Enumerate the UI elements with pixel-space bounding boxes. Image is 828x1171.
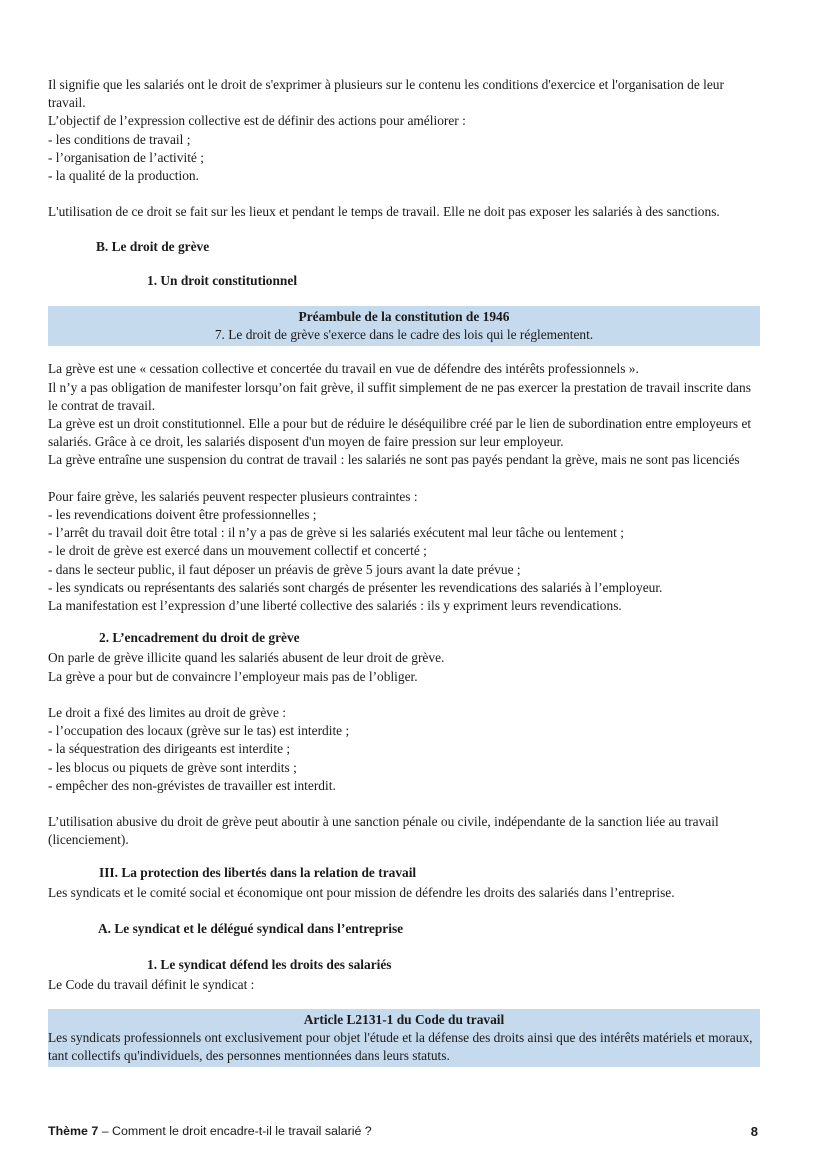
paragraph: La grève est une « cessation collective et concertée du travail en vue de défendre des intérêts professionnels ». — [48, 361, 639, 377]
paragraph: La manifestation est l’expression d’une liberté collective des salariés : ils y expriment leurs revendications. — [48, 598, 622, 614]
list-item: - les syndicats ou représentants des salariés sont chargés de présenter les revendications des salariés à l’employeur. — [48, 579, 663, 595]
subsection-heading: 2. L’encadrement du droit de grève — [99, 630, 300, 646]
paragraph: Pour faire grève, les salariés peuvent respecter plusieurs contraintes : — [48, 488, 418, 504]
paragraph: La grève entraîne une suspension du contrat de travail : les salariés ne sont pas payés pendant la grève, mais ne sont pas licenciés — [48, 452, 740, 468]
paragraph: Le Code du travail définit le syndicat : — [48, 977, 255, 993]
quote-box-title: Article L2131-1 du Code du travail — [303, 1011, 505, 1027]
quote-box — [48, 306, 760, 346]
section-heading: A. Le syndicat et le délégué syndical dans l’entreprise — [98, 921, 404, 937]
list-item: - l’arrêt du travail doit être total : il n’y a pas de grève si les salariés exécutent mal leur tâche ou lentement ; — [48, 525, 624, 541]
paragraph: Le droit a fixé des limites au droit de grève : — [48, 705, 286, 721]
paragraph: L’objectif de l’expression collective est de définir des actions pour améliorer : — [48, 113, 466, 129]
list-item: - l’organisation de l’activité ; — [48, 149, 204, 165]
list-item: - l’occupation des locaux (grève sur le tas) est interdite ; — [48, 723, 350, 739]
quote-box-text: Les syndicats professionnels ont exclusivement pour objet l'étude et la défense des droits ainsi que des intérêts matériels et moraux, tant collectifs qu'individuels, des personnes mentionnées dans leurs statuts. — [48, 1029, 753, 1064]
paragraph: L’utilisation abusive du droit de grève peut aboutir à une sanction pénale ou civile, indépendante de la sanction liée au travail (licenciement). — [48, 814, 719, 848]
list-item: - les conditions de travail ; — [48, 131, 191, 147]
paragraph: Il signifie que les salariés ont le droit de s'exprimer à plusieurs sur le contenu les conditions d'exercice et l'organisation de leur travail. — [48, 77, 724, 111]
list-item: - la qualité de la production. — [48, 168, 199, 184]
list-item: - empêcher des non-grévistes de travailler est interdit. — [48, 777, 336, 793]
subsection-heading: 1. Un droit constitutionnel — [147, 272, 298, 288]
subsection-heading: 1. Le syndicat défend les droits des salariés — [147, 957, 392, 973]
page-number: 8 — [750, 1124, 758, 1139]
paragraph: On parle de grève illicite quand les salariés abusent de leur droit de grève. — [48, 650, 445, 666]
document-body — [48, 76, 760, 1081]
paragraph: La grève a pour but de convaincre l’employeur mais pas de l’obliger. — [48, 668, 418, 684]
quote-box — [48, 1009, 760, 1068]
paragraph: Il n’y a pas obligation de manifester lorsqu’on fait grève, il suffit simplement de ne pas exercer la prestation de travail inscrite dans le contrat de travail. — [48, 379, 751, 413]
paragraph: L'utilisation de ce droit se fait sur les lieux et pendant le temps de travail. Elle ne doit pas exposer les salariés à des sanctions. — [48, 204, 720, 220]
list-item: - le droit de grève est exercé dans un mouvement collectif et concerté ; — [48, 543, 427, 559]
page-footer — [48, 1124, 760, 1138]
list-item: - les revendications doivent être professionnelles ; — [48, 507, 317, 523]
paragraph: Les syndicats et le comité social et économique ont pour mission de défendre les droits des salariés dans l’entreprise. — [48, 884, 675, 900]
list-item: - dans le secteur public, il faut déposer un préavis de grève 5 jours avant la date prévue ; — [48, 561, 521, 577]
paragraph: La grève est un droit constitutionnel. Elle a pour but de réduire le déséquilibre créé par le lien de subordination entre employeurs et salariés. Grâce à ce droit, les salariés disposent d'un moyen de faire pression sur leur employeur. — [48, 416, 752, 450]
footer-theme-text: – Comment le droit encadre-t-il le travail salarié ? — [98, 1124, 372, 1138]
section-heading: B. Le droit de grève — [96, 238, 210, 254]
section-heading: III. La protection des libertés dans la relation de travail — [99, 864, 417, 880]
quote-box-title: Préambule de la constitution de 1946 — [298, 309, 510, 325]
list-item: - la séquestration des dirigeants est interdite ; — [48, 741, 291, 757]
footer-theme-label: Thème 7 — [48, 1124, 99, 1138]
list-item: - les blocus ou piquets de grève sont interdits ; — [48, 759, 297, 775]
quote-box-text: 7. Le droit de grève s'exerce dans le cadre des lois qui le réglementent. — [214, 327, 594, 343]
